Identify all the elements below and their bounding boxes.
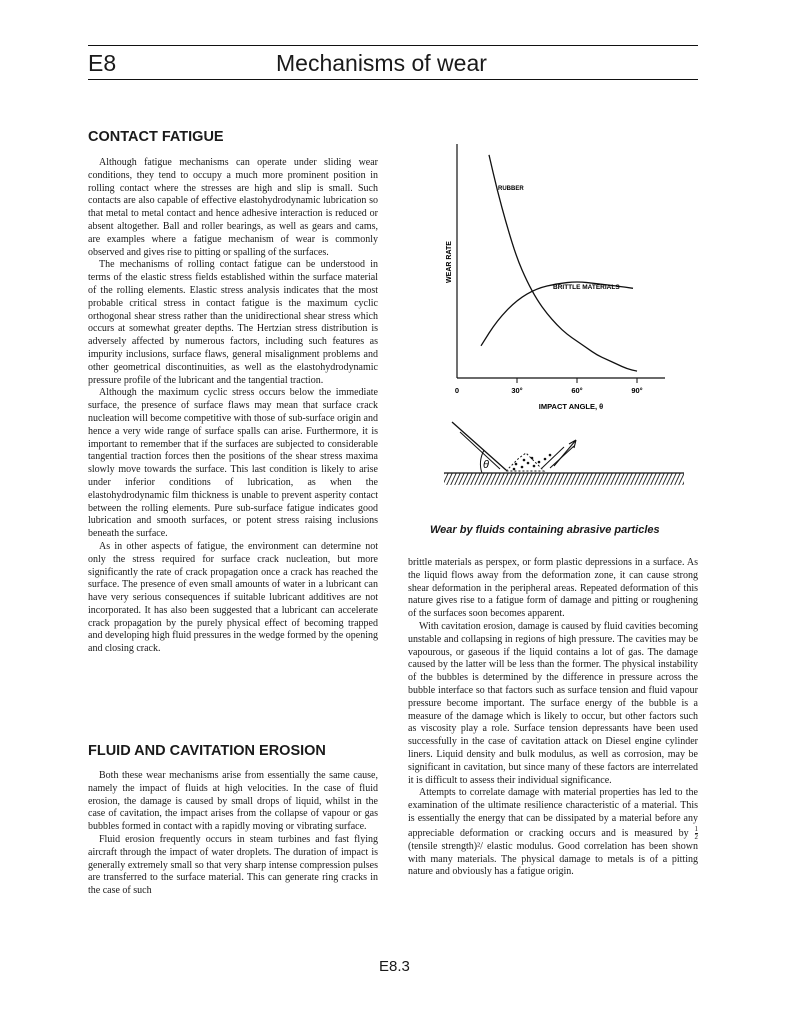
paragraph: With cavitation erosion, damage is caused by fluid cavities becoming unstable and collapsing in regions of high pressure. The cavities may be vapourous, or gaseous if the liquid contains a lot of gas. The damage caused by the latter will be less than the former. The physical instability of the bubbles is determined by the difference in pressure across the bubble interface so that factors such as surface tension and fluid vapour pressure become important. The surface energy of the bubble is a measure of the damage which is likely to occur, but other factors such as viscosity play a role. Surface tension depressants have been used successfully in the case of cavitation attack on Diesel engine cylinder liners. Liquid density and bulk modulus, as well as corrosion, may be significant in cavitation, but since many of these factors are interrelated it is difficult to assess their individual significance. (408, 620, 698, 786)
paragraph: Fluid erosion frequently occurs in steam turbines and fast flying aircraft through the impact of water droplets. The duration of impact is generally extremely small so that very sharp intense compression pulses are transferred to the surface material. This can generate ring cracks in the case of such (88, 833, 378, 897)
paragraph: Although the maximum cyclic stress occurs below the immediate surface, the presence of surface flaws may mean that surface crack nucleation will become competitive with those of sub-surface origin and hence a very wide range of surface spalls can arise. Furthermore, it is important to remember that if the surfaces are subjected to considerable tangential traction forces then the positions of the shear stress maxima slowly move towards the surface. This last condition is likely to arise under inferior conditions of lubrication, as when the elastohydrodynamic film thickness is unable to prevent asperity contact between the rolling elements. Pure sub-surface fatigue indicates good lubrication and smooth surfaces, or potent stress raising inclusions beneath the surface. (88, 387, 378, 540)
section-code: E8 (88, 50, 117, 76)
fraction-numerator: 1 (694, 824, 698, 833)
contact-fatigue-body (88, 157, 378, 656)
paragraph: Both these wear mechanisms arise from essentially the same cause, namely the impact of fluids at high velocities. In the case of fluid erosion, the damage is caused by small drops of liquid, whilst in the case of cavitation, the impact arises from the collapse of vapour or gas bubbles formed in contact with a rapidly moving or vibrating surface. (88, 770, 378, 833)
figure-caption: Wear by fluids containing abrasive particles (430, 524, 660, 536)
paragraph: brittle materials as perspex, or form plastic depressions in a surface. As the liquid flows away from the deformation zone, it can cause strong shear deformation in the peripheral areas. Repeated deformation of this nature gives rise to a fatigue form of damage and pitting or roughening of the surfaces soon becomes apparent. (408, 557, 698, 620)
theta-label: θ (483, 459, 489, 471)
impact-diagram (444, 420, 689, 518)
surface-hatching (444, 473, 684, 485)
series-label: RUBBER (498, 186, 524, 192)
fluid-erosion-body (88, 770, 378, 898)
paragraph: The mechanisms of rolling contact fatigue can be understood in terms of the elastic stress fields established within the surface material of the rolling elements. Elastic stress analysis indicates that the most probable critical stress in contact fatigue is the maximum cyclic orthogonal shear stress rather than the unidirectional shear stress which occurs at somewhat greater depths. The Hertzian stress distribution is adversely affected by numerous factors, including such features as impurity inclusions, surface flaws, general misalignment problems and other geometrical discontinuities, as well as the elastohydrodynamic pressure profile of the lubricant and the tangential traction. (88, 259, 378, 386)
abrasive-particles (513, 454, 552, 471)
fluid-erosion-heading: FLUID AND CAVITATION EROSION (88, 743, 326, 759)
x-axis-label: IMPACT ANGLE, θ (538, 402, 604, 411)
x-tick-label: 30° (511, 386, 523, 395)
x-tick-label: 90° (631, 386, 643, 395)
paragraph (408, 787, 698, 879)
header-top-rule (88, 45, 698, 46)
x-tick-label: 60° (571, 386, 583, 395)
paragraph: Although fatigue mechanisms can operate under sliding wear conditions, they tend to occupy a much more prominent position in rolling contact where the stresses are high and slip is small. Such contacts are also capable of effective elastohydrodynamic lubrication so that metal to metal contact and hence adhesive interaction is reduced or absent altogether. Ball and roller bearings, as well as gears and cams, are examples where a fatigue mechanism of wear is commonly observed and gives rise to pitting or spalling of the surfaces. (88, 157, 378, 258)
wear-rate-chart (440, 138, 690, 423)
x-tick-label: 0 (454, 386, 460, 395)
fraction-denominator: 2 (694, 832, 698, 841)
text-run: (tensile strength)²/ elastic modulus. Good correlation has been shown with many materials. The physical damage to metals is of a pitting nature and obviously has a fatigue origin. (408, 840, 698, 878)
text-run: Attempts to correlate damage with material properties has led to the examination of the ultimate resilience characteristic of a material. This is essentially the energy that can be dissipated by a material before any appreciable deformation or cracking occurs and is measured by (408, 787, 698, 839)
contact-fatigue-heading: CONTACT FATIGUE (88, 129, 224, 145)
series-label: BRITTLE MATERIALS (553, 284, 620, 291)
y-axis-label: WEAR RATE (446, 241, 453, 283)
paragraph: As in other aspects of fatigue, the environment can determine not only the stress required for surface crack nucleation, but more significantly the rate of crack propagation once a crack has reached the surface. The presence of even small amounts of water in a lubricant can have very serious consequences if suitable lubricant additives are not incorporated. It has also been suggested that a lubricant can accelerate crack propagation by the purely physical effect of becoming trapped and developing high fluid pressures in the wedge formed by the opening and closing crack. (88, 540, 378, 655)
incident-jet-top (452, 422, 506, 470)
page-title: Mechanisms of wear (276, 50, 487, 76)
fraction (695, 826, 699, 841)
header-bottom-rule (88, 79, 698, 80)
page-number: E8.3 (379, 958, 410, 975)
series-line-brittle-materials (481, 282, 633, 346)
right-column-body (408, 557, 698, 879)
